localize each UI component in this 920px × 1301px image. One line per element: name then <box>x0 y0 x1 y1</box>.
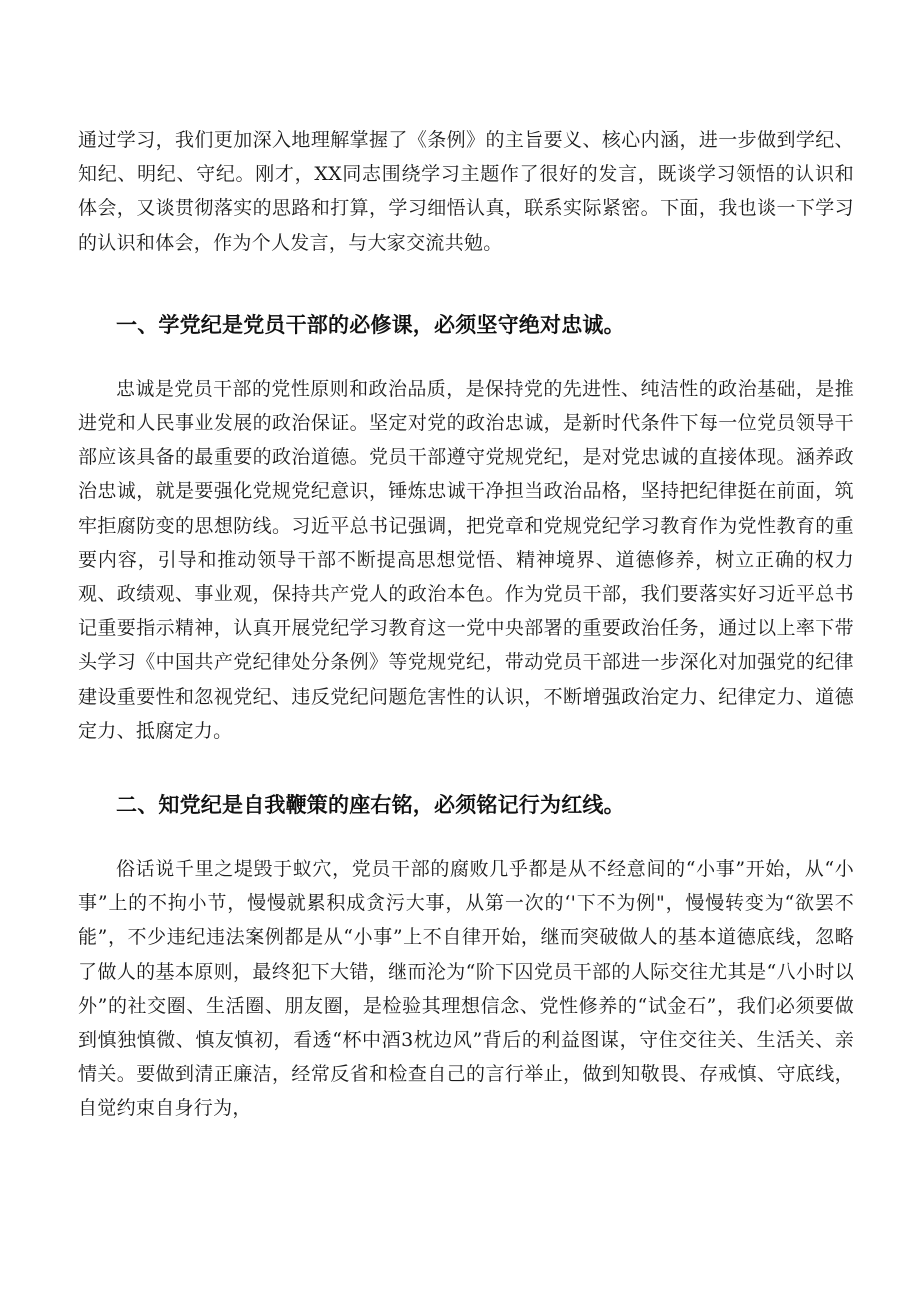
spacer <box>78 822 854 852</box>
section-heading-1: 一、学党纪是党员干部的必修课，必须坚守绝对忠诚。 <box>116 312 625 337</box>
intro-paragraph: 通过学习，我们更加深入地理解掌握了《条例》的主旨要义、核心内涵，进一步做到学纪、知纪、明纪、守纪。刚才，XX同志围绕学习主题作了很好的发言，既谈学习领悟的认识和体会，又谈贯彻落实的思路和打算，学习细悟认真，联系实际紧密。下面，我也谈一下学习的认识和体会，作为个人发言，与大家交流共勉。 <box>78 129 854 254</box>
spacer <box>78 748 854 788</box>
section-paragraph-1: 忠诚是党员干部的党性原则和政治品质，是保持党的先进性、纯洁性的政治基础，是推进党和人民事业发展的政治保证。坚定对党的政治忠诚，是新时代条件下每一位党员领导干部应该具备的最重要的政治道德。党员干部遵守党规党纪，是对党忠诚的直接体现。涵养政治忠诚，就是要强化党规党纪意识，锤炼忠诚干净担当政治品格，坚持把纪律挺在前面，筑牢拒腐防变的思想防线。习近平总书记强调，把党章和党规党纪学习教育作为党性教育的重要内容，引导和推动领导干部不断提高思想觉悟、精神境界、道德修养，树立正确的权力观、政绩观、事业观，保持共产党人的政治本色。作为党员干部，我们要落实好习近平总书记重要指示精神，认真开展党纪学习教育这一党中央部署的重要政治任务，通过以上率下带头学习《中国共产党纪律处分条例》等党规党纪，带动党员干部进一步深化对加强党的纪律建设重要性和忽视党纪、违反党纪问题危害性的认识，不断增强政治定力、纪律定力、道德定力、抵腐定力。 <box>78 377 854 742</box>
section-paragraph-2: 俗话说千里之堤毁于蚁穴，党员干部的腐败几乎都是从不经意间的“小事”开始，从“小事”上的不拘小节，慢慢就累积成贪污大事，从第一次的‘'下不为例"，慢慢转变为“欲罢不能”，不少违纪违法案例都是从“小事”上不自律开始，继而突破做人的基本道德底线，忽略了做人的基本原则，最终犯下大错，继而沦为“阶下囚党员干部的人际交往尤其是“八小时以外”的社交圈、生活圈、朋友圈，是检验其理想信念、党性修养的“试金石”，我们必须要做到慎独慎微、慎友慎初，看透“杯中酒3枕边风”背后的利益图谋，守住交往关、生活关、亲情关。要做到清正廉洁，经常反省和检查自己的言行举止，做到知敬畏、存戒慎、守底线，自觉约束自身行为， <box>78 858 854 1120</box>
spacer <box>78 342 854 372</box>
document-body <box>78 123 854 1126</box>
spacer <box>78 260 854 308</box>
section-heading-2: 二、知党纪是自我鞭策的座右铭，必须铭记行为红线。 <box>116 793 625 818</box>
